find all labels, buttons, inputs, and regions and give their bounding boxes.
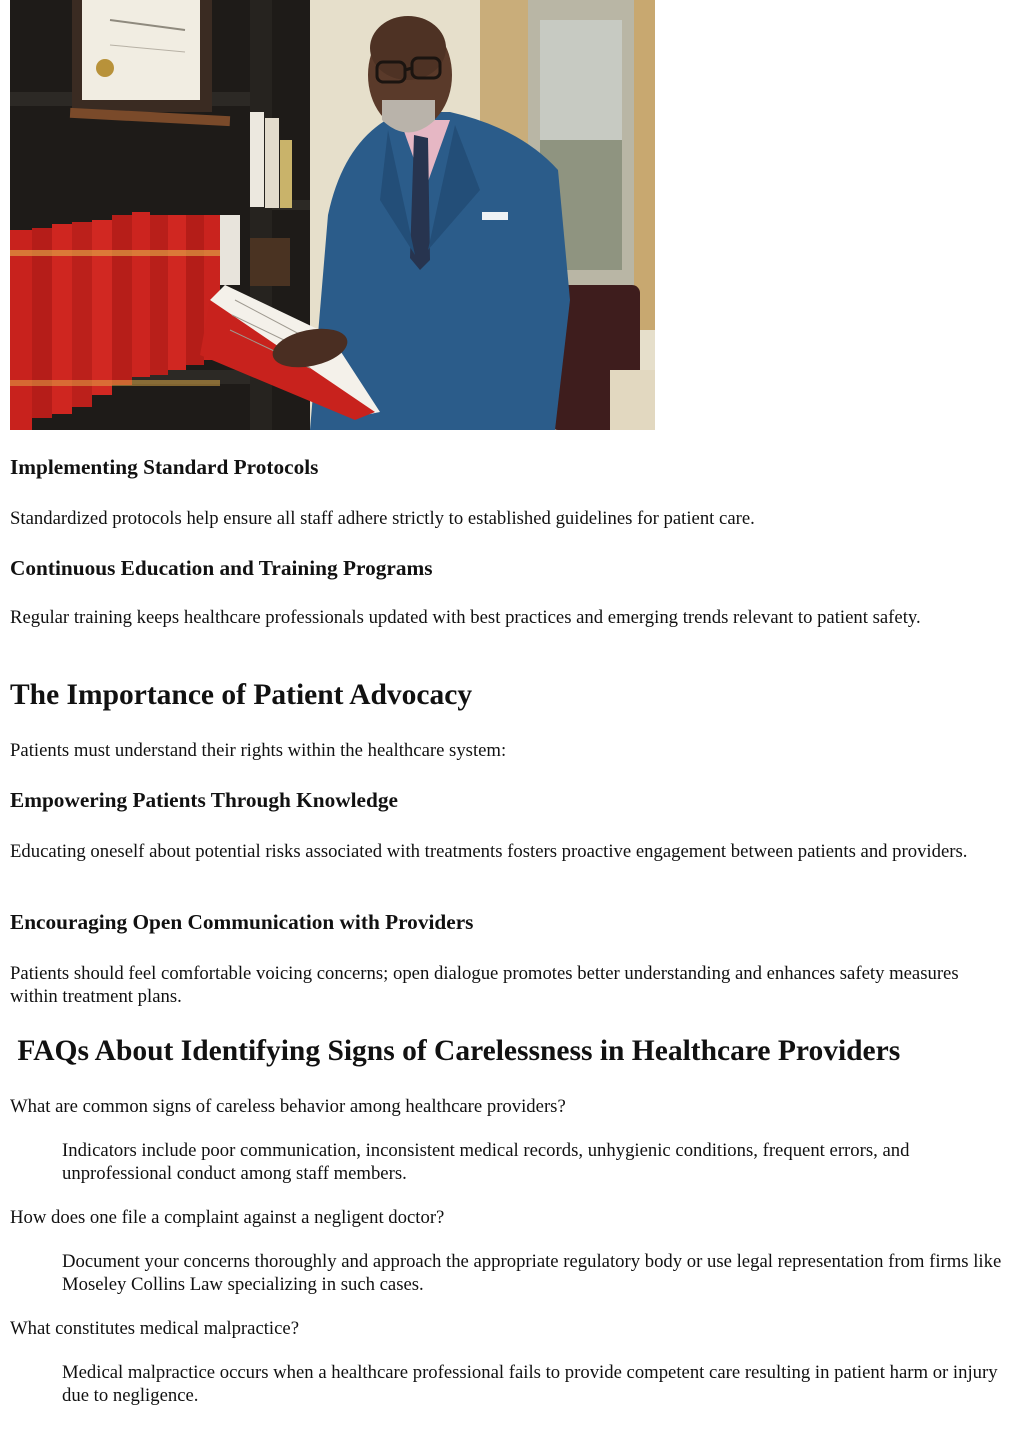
photo-illustration: [10, 0, 655, 430]
person-with-book-photo: [10, 0, 655, 430]
faq-question: What are common signs of careless behavior among healthcare providers?: [10, 1096, 566, 1117]
heading-patient-advocacy: The Importance of Patient Advocacy: [10, 679, 473, 711]
heading-continuous-education: Continuous Education and Training Programs: [10, 556, 433, 580]
heading-standard-protocols: Implementing Standard Protocols: [10, 455, 319, 479]
faq-answer: Indicators include poor communication, inconsistent medical records, unhygienic conditions, frequent errors, and unprofessional conduct among staff members.: [62, 1140, 910, 1184]
paragraph-patient-advocacy: Patients must understand their rights within the healthcare system:: [10, 740, 507, 761]
heading-faqs: FAQs About Identifying Signs of Carelessness in Healthcare Providers: [10, 1035, 901, 1067]
heading-open-communication: Encouraging Open Communication with Providers: [10, 910, 474, 934]
faq-answer: Medical malpractice occurs when a healthcare professional fails to provide competent care resulting in patient harm or injury due to negligence.: [62, 1362, 998, 1406]
paragraph-standard-protocols: Standardized protocols help ensure all staff adhere strictly to established guidelines for patient care.: [10, 508, 755, 529]
paragraph-open-communication: Patients should feel comfortable voicing concerns; open dialogue promotes better understanding and enhances safety measures within treatment plans.: [10, 963, 959, 1007]
faq-question: How does one file a complaint against a negligent doctor?: [10, 1207, 445, 1228]
faq-answer: Document your concerns thoroughly and approach the appropriate regulatory body or use legal representation from firms like Moseley Collins Law specializing in such cases.: [62, 1251, 1002, 1295]
paragraph-continuous-education: Regular training keeps healthcare professionals updated with best practices and emerging trends relevant to patient safety.: [10, 607, 921, 628]
article: [10, 0, 1005, 1406]
paragraph-empowering-patients: Educating oneself about potential risks associated with treatments fosters proactive engagement between patients and providers.: [10, 841, 968, 862]
faq-question: What constitutes medical malpractice?: [10, 1318, 300, 1339]
heading-empowering-patients: Empowering Patients Through Knowledge: [10, 788, 398, 812]
